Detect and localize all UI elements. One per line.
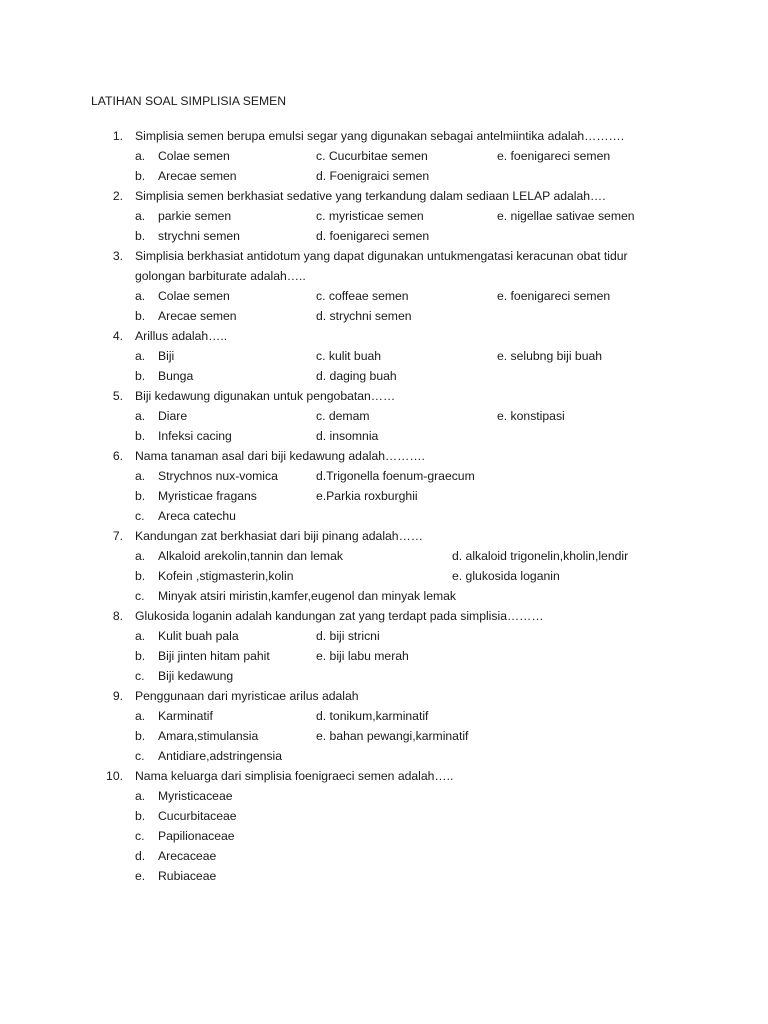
option-text: Myristicaceae — [158, 789, 233, 803]
option-text: Biji kedawung — [158, 669, 234, 683]
question-line — [0, 186, 768, 206]
question-number: 8. — [112, 609, 123, 623]
option-text: d. daging buah — [316, 369, 397, 383]
option-letter: a. — [135, 289, 146, 303]
option-row — [0, 546, 768, 566]
option-text: Arecae semen — [158, 309, 237, 323]
question-number: 9. — [112, 689, 123, 703]
option-letter: a. — [135, 629, 146, 643]
option-text: c. demam — [316, 409, 370, 423]
option-row — [0, 366, 768, 386]
option-letter: c. — [135, 829, 145, 843]
option-row — [0, 406, 768, 426]
question-line — [0, 386, 768, 406]
option-text: d. alkaloid trigonelin,kholin,lendir — [452, 549, 629, 563]
question-number: 3. — [112, 249, 123, 263]
option-letter: a. — [135, 549, 146, 563]
question-text: Glukosida loganin adalah kandungan zat yang terdapt pada simplisia……… — [135, 609, 544, 623]
option-text: Myristicae fragans — [158, 489, 257, 503]
question-text: Arillus adalah….. — [135, 329, 228, 343]
question-number: 4. — [112, 329, 123, 343]
question-line — [0, 606, 768, 626]
option-letter: b. — [135, 649, 146, 663]
option-text: e. konstipasi — [497, 409, 565, 423]
option-row — [0, 846, 768, 866]
option-text: e. foenigareci semen — [497, 149, 611, 163]
option-text: e. selubng biji buah — [497, 349, 603, 363]
question-line — [0, 326, 768, 346]
option-text: Kofein ,stigmasterin,kolin — [158, 569, 294, 583]
option-row — [0, 666, 768, 686]
option-text: Arecaceae — [158, 849, 217, 863]
option-row — [0, 626, 768, 646]
question-number: 7. — [112, 529, 123, 543]
option-letter: b. — [135, 169, 146, 183]
question-text: golongan barbiturate adalah….. — [135, 269, 306, 283]
option-text: e. nigellae sativae semen — [497, 209, 635, 223]
option-row — [0, 586, 768, 606]
question-line — [0, 126, 768, 146]
question-line-continued — [0, 266, 768, 286]
option-row — [0, 426, 768, 446]
question-text: Biji kedawung digunakan untuk pengobatan…… — [135, 389, 396, 403]
option-row — [0, 566, 768, 586]
option-text: Strychnos nux-vomica — [158, 469, 278, 483]
option-text: Kulit buah pala — [158, 629, 239, 643]
option-text: Infeksi cacing — [158, 429, 232, 443]
option-text: Alkaloid arekolin,tannin dan lemak — [158, 549, 343, 563]
option-letter: a. — [135, 409, 146, 423]
option-text: Rubiaceae — [158, 869, 217, 883]
question-text: Nama keluarga dari simplisia foenigraeci semen adalah….. — [135, 769, 454, 783]
option-letter: a. — [135, 789, 146, 803]
option-text: d. strychni semen — [316, 309, 412, 323]
option-text: e. biji labu merah — [316, 649, 409, 663]
option-row — [0, 726, 768, 746]
option-letter: a. — [135, 709, 146, 723]
option-text: d. foenigareci semen — [316, 229, 430, 243]
question-line — [0, 526, 768, 546]
option-row — [0, 226, 768, 246]
question-list — [0, 126, 768, 886]
option-text: c. coffeae semen — [316, 289, 409, 303]
option-row — [0, 166, 768, 186]
option-letter: c. — [135, 749, 145, 763]
question-text: Simplisia semen berkhasiat sedative yang terkandung dalam sediaan LELAP adalah…. — [135, 189, 606, 203]
option-letter: b. — [135, 489, 146, 503]
option-text: d. insomnia — [316, 429, 379, 443]
option-text: strychni semen — [158, 229, 240, 243]
option-row — [0, 786, 768, 806]
option-text: e. glukosida loganin — [452, 569, 560, 583]
option-text: e. foenigareci semen — [497, 289, 611, 303]
question-text: Simplisia berkhasiat antidotum yang dapat digunakan untukmengatasi keracunan obat tidur — [135, 249, 628, 263]
option-text: e. bahan pewangi,karminatif — [316, 729, 469, 743]
question-number: 5. — [112, 389, 123, 403]
option-text: Bunga — [158, 369, 194, 383]
option-row — [0, 346, 768, 366]
option-letter: c. — [135, 509, 145, 523]
question-text: Simplisia semen berupa emulsi segar yang digunakan sebagai antelmiintika adalah………. — [135, 129, 625, 143]
option-text: Colae semen — [158, 149, 230, 163]
option-letter: b. — [135, 729, 146, 743]
option-text: Diare — [158, 409, 188, 423]
option-text: Antidiare,adstringensia — [158, 749, 282, 763]
option-row — [0, 746, 768, 766]
option-letter: b. — [135, 809, 146, 823]
option-text: parkie semen — [158, 209, 232, 223]
option-text: d. tonikum,karminatif — [316, 709, 429, 723]
option-text: c. kulit buah — [316, 349, 382, 363]
option-letter: b. — [135, 309, 146, 323]
question-text: Nama tanaman asal dari biji kedawung adalah………. — [135, 449, 425, 463]
option-row — [0, 286, 768, 306]
option-text: Areca catechu — [158, 509, 236, 523]
option-text: Colae semen — [158, 289, 230, 303]
option-text: Papilionaceae — [158, 829, 235, 843]
option-text: Arecae semen — [158, 169, 237, 183]
option-letter: b. — [135, 569, 146, 583]
option-letter: a. — [135, 149, 146, 163]
question-line — [0, 686, 768, 706]
question-text: Penggunaan dari myristicae arilus adalah — [135, 689, 359, 703]
question-number: 10. — [106, 769, 123, 783]
option-text: d.Trigonella foenum-graecum — [316, 469, 475, 483]
option-letter: c. — [135, 589, 145, 603]
option-row — [0, 206, 768, 226]
option-text: Minyak atsiri miristin,kamfer,eugenol dan minyak lemak — [158, 589, 457, 603]
option-row — [0, 146, 768, 166]
question-number: 6. — [112, 449, 123, 463]
option-letter: e. — [135, 869, 146, 883]
option-text: Amara,stimulansia — [158, 729, 259, 743]
option-letter: c. — [135, 669, 145, 683]
question-line — [0, 766, 768, 786]
option-row — [0, 306, 768, 326]
option-text: Cucurbitaceae — [158, 809, 237, 823]
page-title: LATIHAN SOAL SIMPLISIA SEMEN — [91, 94, 287, 108]
option-row — [0, 706, 768, 726]
option-text: e.Parkia roxburghii — [316, 489, 418, 503]
option-text: c. myristicae semen — [316, 209, 424, 223]
option-letter: d. — [135, 849, 146, 863]
option-letter: b. — [135, 229, 146, 243]
option-row — [0, 646, 768, 666]
option-letter: a. — [135, 469, 146, 483]
option-letter: a. — [135, 209, 146, 223]
option-row — [0, 866, 768, 886]
question-line — [0, 246, 768, 266]
option-letter: b. — [135, 369, 146, 383]
option-row — [0, 486, 768, 506]
option-text: Karminatif — [158, 709, 213, 723]
option-row — [0, 466, 768, 486]
option-row — [0, 826, 768, 846]
question-number: 2. — [112, 189, 123, 203]
question-line — [0, 446, 768, 466]
option-text: c. Cucurbitae semen — [316, 149, 428, 163]
question-text: Kandungan zat berkhasiat dari biji pinang adalah…… — [135, 529, 423, 543]
option-text: d. biji stricni — [316, 629, 380, 643]
option-text: Biji — [158, 349, 175, 363]
option-row — [0, 506, 768, 526]
option-letter: a. — [135, 349, 146, 363]
option-text: Biji jinten hitam pahit — [158, 649, 270, 663]
option-text: d. Foenigraici semen — [316, 169, 430, 183]
option-letter: b. — [135, 429, 146, 443]
question-number: 1. — [112, 129, 123, 143]
option-row — [0, 806, 768, 826]
